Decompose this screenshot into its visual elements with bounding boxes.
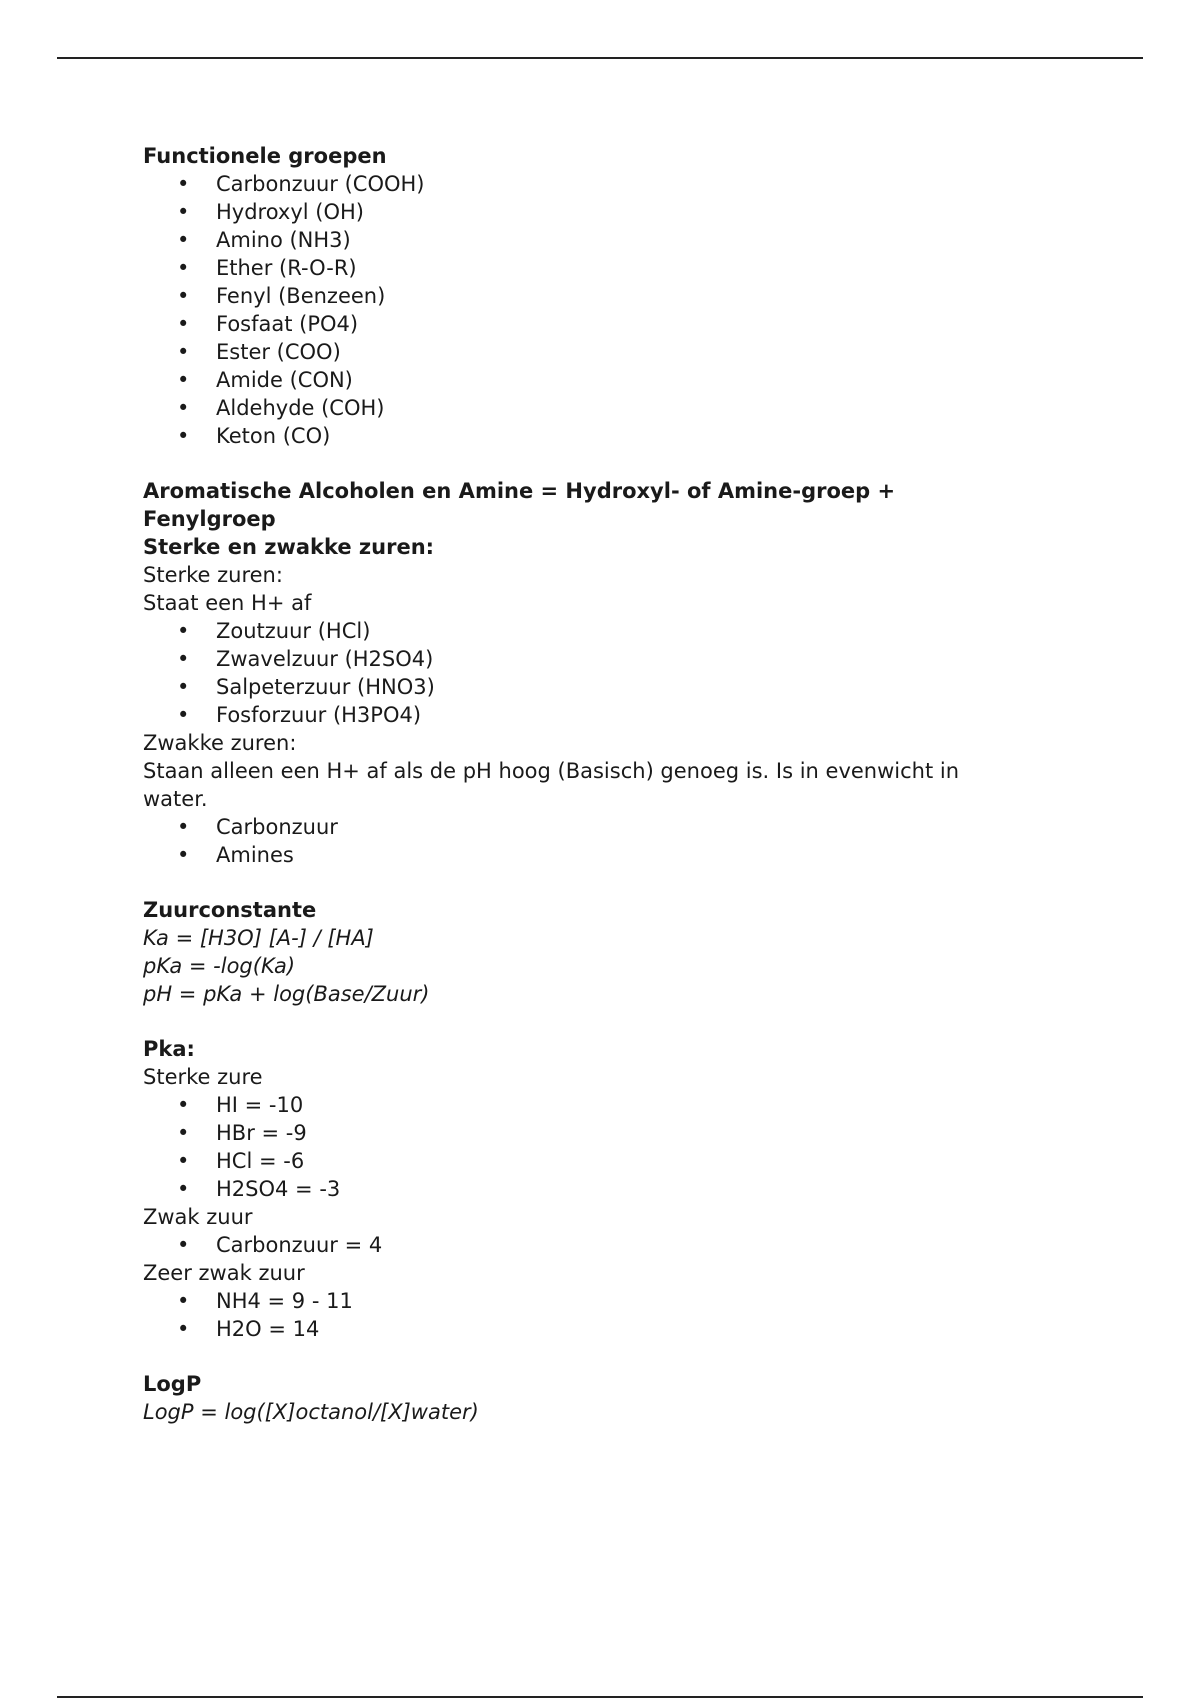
list-item: • H2SO4 = -3 — [143, 1175, 1063, 1203]
list-item: • HI = -10 — [143, 1091, 1063, 1119]
acid-constant-heading: Zuurconstante — [143, 898, 317, 922]
pka-very-weak-list — [143, 1287, 1063, 1343]
list-item: • Fosfaat (PO4) — [143, 310, 1063, 338]
ka-formula: Ka = [H3O] [A-] / [HA] — [143, 926, 374, 950]
list-item: • HBr = -9 — [143, 1119, 1063, 1147]
footer-rule — [57, 1696, 1143, 1698]
logp-formula: LogP = log([X]octanol/[X]water) — [143, 1400, 479, 1424]
list-item: • Zwavelzuur (H2SO4) — [143, 645, 1063, 673]
list-item: • HCl = -6 — [143, 1147, 1063, 1175]
pka-weak-list — [143, 1231, 1063, 1259]
pka-strong-list — [143, 1091, 1063, 1203]
list-item: • Ether (R-O-R) — [143, 254, 1063, 282]
list-item: • H2O = 14 — [143, 1315, 1063, 1343]
acids-heading: Sterke en zwakke zuren: — [143, 535, 435, 559]
list-item: • Fosforzuur (H3PO4) — [143, 701, 1063, 729]
ph-formula: pH = pKa + log(Base/Zuur) — [143, 982, 430, 1006]
pka-weak-label: Zwak zuur — [143, 1205, 253, 1229]
weak-acids-list — [143, 813, 1063, 869]
list-item: • Aldehyde (COH) — [143, 394, 1063, 422]
pka-very-weak-label: Zeer zwak zuur — [143, 1261, 305, 1285]
functional-groups-list — [143, 170, 1063, 450]
list-item: • Zoutzuur (HCl) — [143, 617, 1063, 645]
list-item: • Carbonzuur (COOH) — [143, 170, 1063, 198]
pka-formula: pKa = -log(Ka) — [143, 954, 296, 978]
strong-acids-list — [143, 617, 1063, 729]
list-item: • Salpeterzuur (HNO3) — [143, 673, 1063, 701]
strong-acids-label: Sterke zuren: — [143, 563, 283, 587]
weak-acids-label: Zwakke zuren: — [143, 731, 297, 755]
list-item: • NH4 = 9 - 11 — [143, 1287, 1063, 1315]
logp-heading: LogP — [143, 1372, 202, 1396]
pka-strong-label: Sterke zure — [143, 1065, 263, 1089]
list-item: • Amide (CON) — [143, 366, 1063, 394]
header-rule — [57, 57, 1143, 59]
list-item: • Carbonzuur = 4 — [143, 1231, 1063, 1259]
list-item: • Carbonzuur — [143, 813, 1063, 841]
list-item: • Keton (CO) — [143, 422, 1063, 450]
list-item: • Amines — [143, 841, 1063, 869]
strong-acids-desc: Staat een H+ af — [143, 591, 312, 615]
pka-heading: Pka: — [143, 1037, 195, 1061]
document-body — [143, 142, 1063, 1426]
list-item: • Fenyl (Benzeen) — [143, 282, 1063, 310]
functional-groups-heading: Functionele groepen — [143, 144, 387, 168]
list-item: • Hydroxyl (OH) — [143, 198, 1063, 226]
weak-acids-desc: Staan alleen een H+ af als de pH hoog (Basisch) genoeg is. Is in evenwicht in water. — [143, 759, 960, 811]
list-item: • Amino (NH3) — [143, 226, 1063, 254]
aromatic-heading: Aromatische Alcoholen en Amine = Hydroxyl- of Amine-groep + Fenylgroep — [143, 479, 896, 531]
list-item: • Ester (COO) — [143, 338, 1063, 366]
